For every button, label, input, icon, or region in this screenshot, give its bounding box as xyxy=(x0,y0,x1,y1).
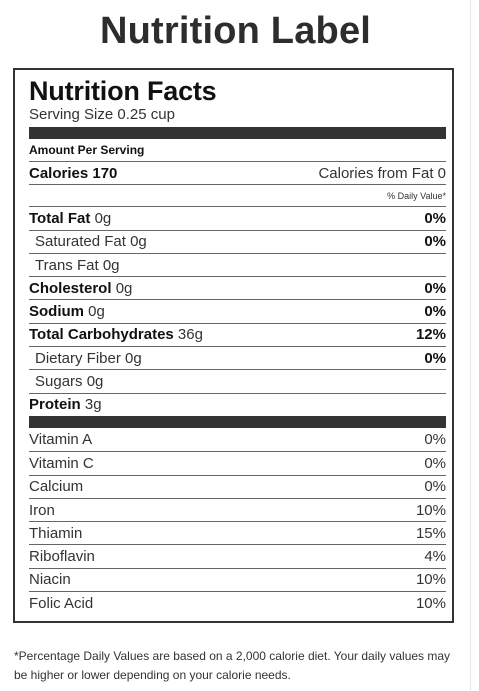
thick-divider xyxy=(29,127,446,139)
vitamin-row xyxy=(29,475,446,498)
nutrient-amount: 36g xyxy=(177,326,203,344)
nutrient-name: Trans Fat xyxy=(35,256,99,274)
nutrient-row-dietary-fiber xyxy=(29,346,446,369)
nutrient-percent: 0% xyxy=(424,303,446,321)
nutrient-amount: 0g xyxy=(102,256,120,274)
vitamin-percent: 0% xyxy=(424,478,446,496)
calories-label: Calories xyxy=(29,164,89,182)
nutrient-row-total-carbohydrates xyxy=(29,323,446,346)
nutrient-row-cholesterol xyxy=(29,276,446,299)
nutrient-amount: 0g xyxy=(88,303,105,321)
nutrient-amount: 3g xyxy=(84,396,102,414)
nutrient-name: Dietary Fiber xyxy=(35,349,121,367)
nutrient-name: Sodium xyxy=(29,303,84,321)
nutrient-row-protein xyxy=(29,393,446,416)
nutrient-percent: 0% xyxy=(424,279,446,297)
nutrient-name: Total Carbohydrates xyxy=(29,326,174,344)
vitamin-percent: 10% xyxy=(415,571,446,589)
vitamin-row xyxy=(29,428,446,451)
nutrient-amount: 0g xyxy=(130,233,147,251)
vitamin-percent: 10% xyxy=(415,594,446,612)
nutrient-name: Total Fat xyxy=(29,209,91,227)
vitamin-name: Vitamin C xyxy=(29,454,94,472)
nutrient-percent: 0% xyxy=(424,233,446,251)
nutrient-row-saturated-fat xyxy=(29,230,446,253)
divider xyxy=(470,0,471,691)
vitamin-percent: 0% xyxy=(424,454,446,472)
nutrient-name: Protein xyxy=(29,396,81,414)
calories-value: 170 xyxy=(92,164,118,182)
nutrient-amount: 0g xyxy=(115,279,133,297)
vitamin-percent: 15% xyxy=(415,524,446,542)
serving-size: Serving Size 0.25 cup xyxy=(29,106,175,123)
nutrient-percent: 12% xyxy=(415,326,446,344)
vitamin-name: Folic Acid xyxy=(29,594,94,612)
calories-from-fat: Calories from Fat 0 xyxy=(318,164,446,182)
vitamin-percent: 0% xyxy=(424,431,446,449)
nutrient-name: Cholesterol xyxy=(29,279,112,297)
nutrient-amount: 0g xyxy=(94,209,112,227)
daily-values-footnote: *Percentage Daily Values are based on a 2,000 calorie diet. Your daily values may be higher or lower depending on your calorie needs. xyxy=(14,649,451,682)
nutrient-row-trans-fat xyxy=(29,253,446,276)
vitamin-name: Thiamin xyxy=(29,524,83,542)
thick-divider xyxy=(29,416,446,428)
nutrient-name: Sugars xyxy=(35,373,83,391)
vitamin-row xyxy=(29,451,446,474)
nutrition-facts-panel xyxy=(13,68,454,623)
nutrition-facts-title: Nutrition Facts xyxy=(29,76,217,106)
vitamin-name: Iron xyxy=(29,501,55,519)
page-title: Nutrition Label xyxy=(99,10,372,52)
vitamin-name: Riboflavin xyxy=(29,548,95,566)
vitamin-percent: 4% xyxy=(424,548,446,566)
vitamin-row xyxy=(29,498,446,521)
vitamin-percent: 10% xyxy=(415,501,446,519)
vitamin-name: Calcium xyxy=(29,478,84,496)
vitamin-row xyxy=(29,568,446,591)
amount-per-serving-label: Amount Per Serving xyxy=(29,143,145,157)
nutrient-row-total-fat xyxy=(29,206,446,229)
calories-row xyxy=(29,161,446,184)
daily-value-header: % Daily Value* xyxy=(387,190,446,201)
vitamin-name: Vitamin A xyxy=(29,431,93,449)
nutrient-amount: 0g xyxy=(125,349,142,367)
vitamin-row xyxy=(29,544,446,567)
nutrient-row-sugars xyxy=(29,369,446,392)
amount-per-serving-row xyxy=(29,139,446,161)
nutrient-percent: 0% xyxy=(424,209,446,227)
nutrient-percent: 0% xyxy=(424,349,446,367)
vitamin-row xyxy=(29,591,446,614)
daily-value-header-row xyxy=(29,184,446,206)
nutrient-amount: 0g xyxy=(86,373,104,391)
nutrient-row-sodium xyxy=(29,299,446,322)
nutrient-name: Saturated Fat xyxy=(35,233,126,251)
vitamin-row xyxy=(29,521,446,544)
vitamin-name: Niacin xyxy=(29,571,71,589)
